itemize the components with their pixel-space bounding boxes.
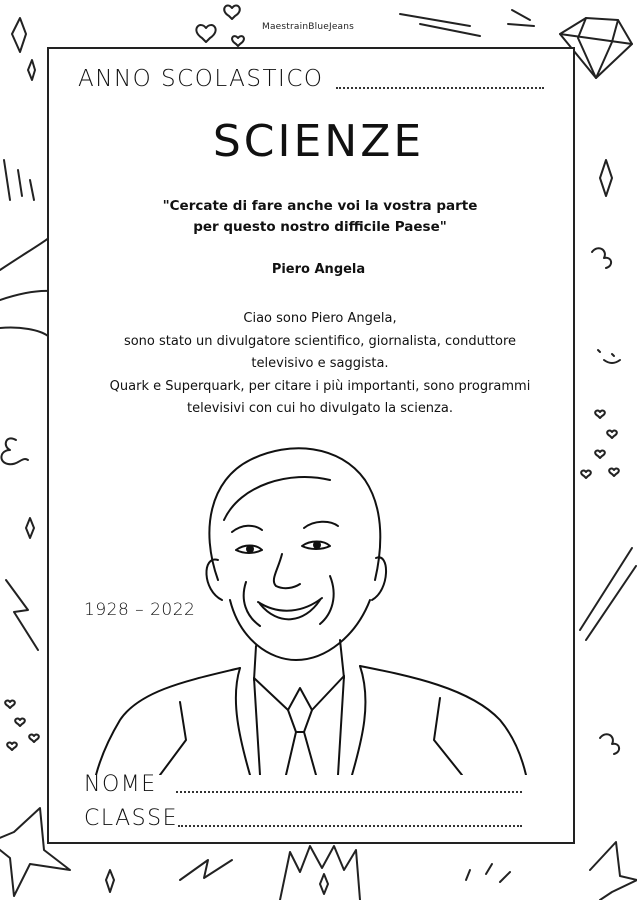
- bio-line: sono stato un divulgatore scientifico, giornalista, conduttore: [123, 333, 517, 349]
- class-field-row: [84, 806, 534, 832]
- biography: [90, 308, 550, 421]
- quote: [120, 196, 520, 238]
- class-fill-line[interactable]: [178, 825, 522, 827]
- name-fill-line[interactable]: [176, 791, 522, 793]
- heart-icon: [15, 719, 25, 726]
- heart-icon: [196, 25, 215, 42]
- sparkle-icon: [12, 18, 26, 52]
- name-field-row: [84, 772, 534, 798]
- class-label: CLASSE: [84, 806, 179, 831]
- heart-icon: [581, 471, 591, 478]
- quote-author: Piero Angela: [271, 262, 366, 277]
- quote-line: per questo nostro difficile Paese": [193, 219, 447, 235]
- swirl-icon: [1, 438, 28, 464]
- sparkle-icon: [106, 870, 114, 892]
- bio-line: televisivo e saggista.: [251, 356, 389, 371]
- bio-line: Quark e Superquark, per citare i più importanti, sono programmi: [109, 378, 531, 394]
- heart-icon: [224, 5, 240, 19]
- school-year-fill-line[interactable]: [336, 87, 544, 89]
- page-title: SCIENZE: [212, 116, 425, 167]
- heart-icon: [29, 735, 39, 742]
- school-year-row: [78, 66, 548, 96]
- heart-icon: [607, 431, 617, 438]
- bio-line: televisivi con cui ho divulgato la scienza.: [187, 401, 453, 416]
- sparkle-icon: [26, 518, 34, 538]
- heart-icon: [5, 701, 15, 708]
- watermark: MaestrainBlueJeans: [262, 22, 355, 32]
- heart-icon: [609, 469, 619, 476]
- quote-line: "Cercate di fare anche voi la vostra parte: [162, 198, 478, 214]
- heart-icon: [595, 411, 605, 418]
- sparkle-icon: [28, 60, 35, 80]
- swirl-icon: [600, 734, 619, 754]
- name-label: NOME: [84, 772, 157, 797]
- heart-icon: [232, 36, 244, 46]
- heart-icon: [7, 743, 17, 750]
- star-icon: [590, 842, 637, 900]
- sparkle-icon: [320, 874, 328, 894]
- bio-line: Ciao sono Piero Angela,: [243, 311, 397, 326]
- lifespan-years: 1928 – 2022: [84, 600, 196, 620]
- school-year-label: ANNO SCOLASTICO: [78, 66, 324, 92]
- heart-icon: [595, 451, 605, 458]
